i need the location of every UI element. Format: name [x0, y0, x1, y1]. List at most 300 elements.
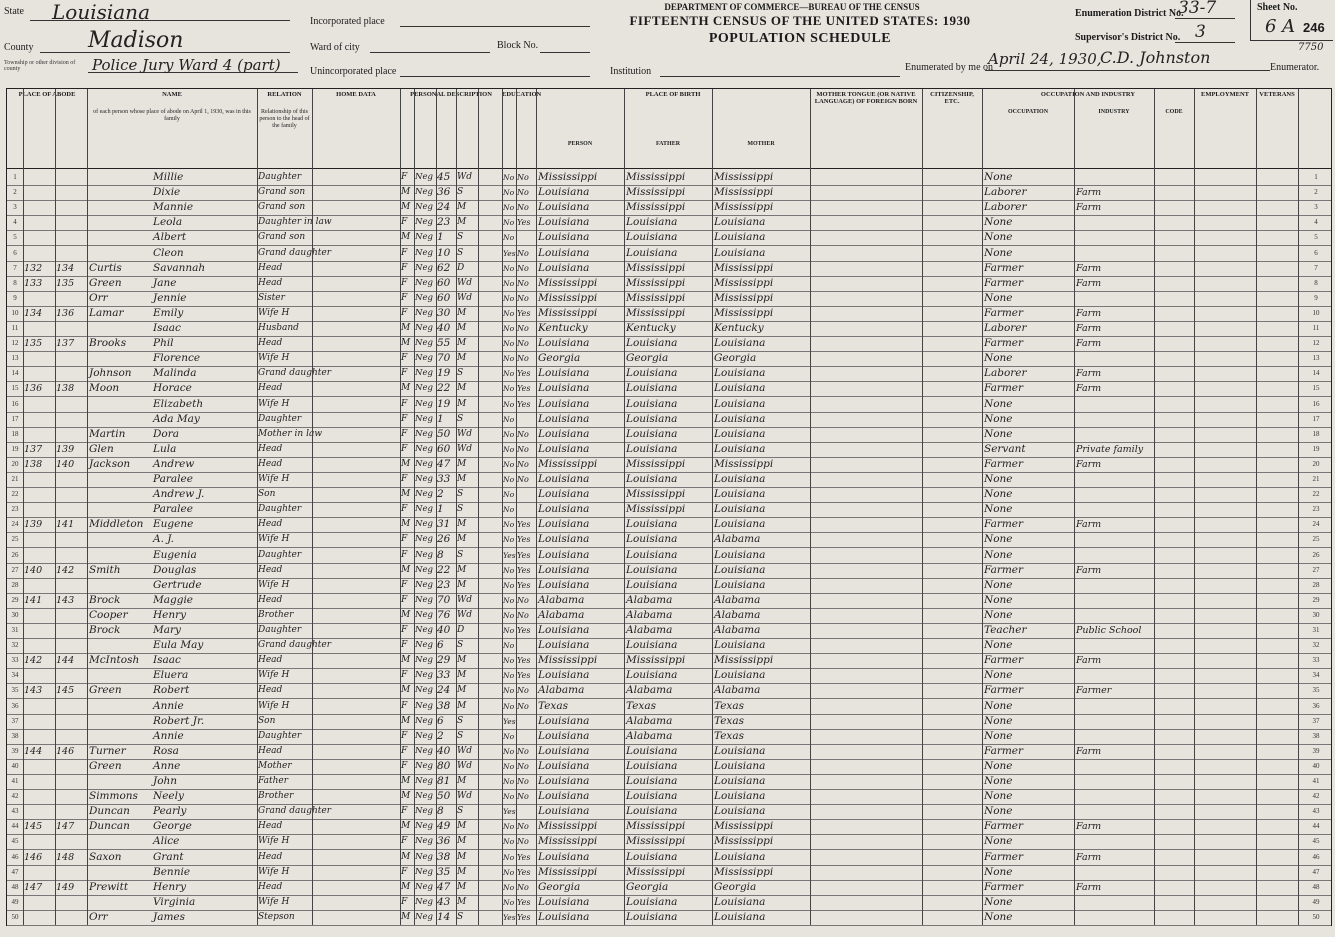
cell-mbp: Louisiana: [714, 427, 766, 440]
cell-n: 37: [11, 716, 19, 725]
cell-read: No: [517, 459, 529, 469]
cell-att: No: [503, 399, 515, 409]
column-divider: [1154, 89, 1155, 925]
cell-dw: [24, 789, 54, 804]
cell-fam: 135: [56, 277, 75, 289]
cell-ms: Wd: [457, 745, 473, 756]
table-row: [7, 834, 1331, 849]
cell-ind: [1076, 638, 1154, 653]
cell-surname: Curtis: [89, 261, 122, 274]
cell-surname: Green: [89, 759, 122, 772]
cell-read: Yes: [517, 852, 531, 862]
cell-rel: Mother in law: [258, 428, 323, 439]
table-row: [7, 819, 1331, 834]
cell-n: 6: [13, 248, 17, 257]
cell-mbp: Louisiana: [714, 639, 766, 652]
cell-race: Neg: [415, 504, 433, 515]
cell-ms: M: [457, 776, 467, 786]
cell-surname: Middleton: [89, 518, 144, 531]
table-row: [7, 789, 1331, 804]
cell-dw: [24, 291, 54, 306]
cell-att: Yes: [503, 550, 516, 560]
cell-bp: Mississippi: [538, 171, 598, 183]
cell-n: 18: [11, 429, 19, 438]
cell-read: Yes: [517, 565, 531, 575]
cell-age: 2: [437, 488, 444, 501]
cell-dw: [24, 834, 54, 849]
cell-bp: Louisiana: [538, 548, 590, 561]
cell-sex: F: [401, 866, 408, 877]
cell-rel: Daughter: [258, 625, 302, 635]
cell-mbp: Louisiana: [714, 910, 766, 923]
cell-race: Neg: [415, 428, 433, 439]
cell-ind: Farm: [1076, 655, 1102, 667]
cell-fbp: Mississippi: [626, 276, 686, 289]
cell-fbp: Louisiana: [626, 473, 678, 485]
cell-surname: [89, 170, 151, 185]
cell-race: Neg: [415, 700, 433, 711]
cell-n: 47: [11, 867, 19, 876]
cell-rel: Wife H: [258, 896, 290, 907]
cell-fam: [56, 532, 86, 547]
cell-n: 42: [1312, 792, 1320, 801]
cell-bp: Louisiana: [538, 563, 590, 576]
cell-read: No: [517, 595, 529, 605]
cell-ms: S: [457, 187, 464, 198]
cell-ms: Wd: [457, 791, 473, 802]
cell-read: Yes: [517, 520, 531, 530]
cell-n: 10: [1312, 308, 1320, 317]
cell-surname: [89, 200, 151, 215]
cell-occ: None: [984, 352, 1013, 365]
table-row: [7, 472, 1331, 487]
cell-n: 25: [11, 535, 19, 544]
cell-ms: M: [457, 217, 467, 228]
cell-mbp: Louisiana: [714, 850, 766, 863]
cell-sex: F: [401, 579, 408, 590]
cell-read: No: [517, 203, 529, 213]
column-divider: [23, 89, 24, 925]
cell-rel: Head: [258, 851, 283, 862]
cell-dw: 133: [24, 277, 43, 289]
cell-occ: None: [984, 231, 1013, 244]
cell-sex: M: [401, 911, 411, 922]
cell-n: 28: [1312, 580, 1320, 589]
census-table: [6, 88, 1332, 926]
cell-age: 55: [437, 337, 451, 350]
cell-occ: None: [984, 865, 1013, 878]
cell-sex: F: [401, 443, 408, 454]
cell-n: 25: [1312, 535, 1320, 544]
cell-given: Virginia: [153, 895, 196, 908]
cell-race: Neg: [415, 625, 433, 635]
cell-n: 35: [1312, 686, 1320, 695]
cell-given: Alice: [153, 835, 180, 848]
cell-ms: M: [457, 881, 467, 892]
cell-n: 44: [11, 822, 19, 831]
column-headers: [7, 89, 1331, 169]
cell-n: 5: [1314, 233, 1318, 242]
cell-att: No: [503, 656, 515, 666]
cell-fbp: Georgia: [626, 352, 669, 365]
cell-mbp: Alabama: [714, 624, 761, 636]
cell-n: 42: [11, 792, 19, 801]
cell-occ: Farmer: [984, 457, 1024, 470]
cell-dw: [24, 215, 54, 230]
cell-att: No: [503, 822, 515, 832]
cell-ms: M: [457, 202, 467, 213]
cell-occ: Laborer: [984, 186, 1027, 199]
cell-mbp: Kentucky: [714, 322, 764, 334]
column-group-heading: CITIZENSHIP, ETC.: [930, 91, 974, 105]
cell-ind: [1076, 578, 1154, 593]
cell-att: No: [503, 610, 515, 620]
cell-sex: M: [401, 685, 411, 696]
cell-rel: Head: [258, 685, 283, 696]
cell-race: Neg: [415, 368, 433, 379]
cell-fam: 144: [56, 655, 75, 667]
cell-fam: [56, 548, 86, 563]
cell-ind: [1076, 774, 1154, 789]
cell-read: No: [517, 686, 529, 696]
cell-fbp: Louisiana: [626, 533, 678, 546]
cell-mbp: Texas: [714, 699, 744, 712]
cell-ms: D: [457, 625, 465, 635]
cell-bp: Louisiana: [538, 533, 590, 546]
cell-att: No: [503, 263, 515, 273]
cell-race: Neg: [415, 277, 433, 288]
cell-age: 22: [437, 382, 451, 395]
cell-mbp: Louisiana: [714, 337, 766, 350]
cell-rel: Wife H: [258, 700, 290, 711]
cell-fbp: Louisiana: [626, 895, 678, 908]
cell-n: 3: [13, 203, 17, 212]
cell-given: Eluera: [153, 669, 189, 682]
footer-strip: [6, 927, 1332, 937]
cell-ms: M: [457, 866, 467, 877]
cell-fam: [56, 578, 86, 593]
cell-race: Neg: [415, 519, 433, 530]
cell-bp: Louisiana: [538, 714, 590, 727]
cell-race: Neg: [415, 594, 433, 605]
cell-race: Neg: [415, 745, 433, 756]
cell-occ: Farmer: [984, 382, 1024, 395]
cell-bp: Louisiana: [538, 669, 590, 682]
cell-fbp: Louisiana: [626, 775, 678, 787]
table-row: [7, 170, 1331, 185]
cell-surname: [89, 351, 151, 366]
cell-n: 8: [13, 278, 17, 287]
cell-surname: [89, 638, 151, 653]
cell-n: 50: [11, 912, 19, 921]
cell-att: No: [503, 490, 515, 500]
cell-fam: [56, 351, 86, 366]
cell-n: 39: [1312, 746, 1320, 755]
enumerator-label: Enumerator.: [1270, 62, 1320, 73]
cell-mbp: Louisiana: [714, 563, 766, 576]
cell-bp: Louisiana: [538, 895, 590, 908]
cell-occ: None: [984, 669, 1013, 682]
cell-n: 35: [11, 686, 19, 695]
cell-sex: F: [401, 730, 408, 741]
cell-ms: Wd: [457, 594, 473, 605]
cell-given: Dora: [153, 427, 180, 440]
cell-rel: Grand daughter: [258, 806, 332, 817]
cell-mbp: Mississippi: [714, 306, 774, 319]
cell-fam: [56, 487, 86, 502]
township-value: Police Jury Ward 4 (part): [92, 56, 281, 74]
cell-fbp: Mississippi: [626, 503, 686, 516]
cell-bp: Louisiana: [538, 790, 590, 803]
cell-bp: Louisiana: [538, 261, 590, 274]
cell-fbp: Louisiana: [626, 669, 678, 682]
cell-ind: Farmer: [1076, 685, 1112, 697]
cell-age: 38: [437, 699, 451, 712]
cell-rel: Daughter in law: [258, 217, 332, 228]
cell-fbp: Louisiana: [626, 382, 678, 395]
cell-dw: 141: [24, 594, 43, 606]
cell-att: No: [503, 278, 515, 288]
cell-ms: S: [457, 413, 464, 424]
column-divider: [922, 89, 923, 925]
cell-mbp: Mississippi: [714, 865, 774, 878]
cell-n: 13: [11, 354, 19, 363]
cell-n: 41: [1312, 777, 1320, 785]
cell-race: Neg: [415, 262, 433, 273]
cell-mbp: Mississippi: [714, 835, 774, 848]
cell-fbp: Alabama: [626, 593, 673, 606]
cell-bp: Mississippi: [538, 835, 598, 848]
cell-dw: [24, 230, 54, 245]
cell-rel: Head: [258, 594, 283, 605]
cell-given: Rosa: [153, 744, 179, 757]
table-row: [7, 563, 1331, 578]
cell-sex: M: [401, 323, 411, 333]
cell-rel: Brother: [258, 791, 294, 802]
cell-bp: Mississippi: [538, 865, 598, 878]
column-group-heading: VETERANS: [1259, 91, 1295, 98]
table-row: [7, 502, 1331, 517]
cell-read: No: [517, 278, 529, 288]
table-row: [7, 910, 1331, 925]
cell-given: Neely: [153, 790, 184, 803]
cell-surname: Glen: [89, 442, 114, 455]
cell-surname: Brooks: [89, 337, 127, 350]
cell-ind: [1076, 865, 1154, 880]
cell-surname: Orr: [89, 291, 108, 304]
cell-read: Yes: [517, 550, 531, 560]
cell-occ: None: [984, 759, 1013, 772]
cell-read: No: [517, 263, 529, 273]
column-heading-pob-person: PERSON: [567, 141, 593, 147]
cell-ind: [1076, 789, 1154, 804]
cell-sex: F: [401, 806, 408, 817]
cell-n: 49: [11, 897, 19, 906]
cell-dw: [24, 246, 54, 261]
cell-fbp: Mississippi: [626, 457, 686, 470]
cell-occ: None: [984, 578, 1013, 591]
cell-dw: [24, 895, 54, 910]
cell-ms: M: [457, 700, 467, 711]
cell-race: Neg: [415, 806, 433, 817]
cell-age: 6: [437, 714, 444, 727]
cell-read: No: [517, 777, 529, 786]
cell-fam: [56, 895, 86, 910]
cell-dw: [24, 729, 54, 744]
cell-att: No: [503, 852, 515, 862]
cell-read: No: [517, 173, 529, 182]
cell-bp: Kentucky: [538, 322, 588, 334]
corner-number: 7750: [1298, 42, 1324, 53]
cell-occ: None: [984, 790, 1013, 803]
cell-age: 80: [437, 759, 451, 772]
cell-n: 18: [1312, 429, 1320, 438]
cell-age: 10: [437, 246, 451, 259]
cell-age: 70: [437, 352, 451, 365]
cell-ms: D: [457, 262, 465, 273]
block-label: Block No.: [497, 40, 539, 51]
cell-occ: None: [984, 503, 1013, 516]
cell-rel: Daughter: [258, 504, 302, 515]
cell-n: 29: [11, 595, 19, 604]
cell-sex: F: [401, 353, 408, 364]
cell-given: Cleon: [153, 246, 184, 259]
cell-fam: [56, 714, 86, 729]
cell-age: 8: [437, 548, 444, 561]
cell-sex: F: [401, 368, 408, 379]
cell-read: No: [517, 822, 529, 832]
cell-mbp: Louisiana: [714, 518, 766, 531]
cell-fam: [56, 321, 86, 336]
cell-n: 15: [1312, 384, 1320, 393]
cell-ms: M: [457, 338, 467, 349]
cell-n: 16: [1312, 399, 1320, 408]
cell-n: 39: [11, 746, 19, 755]
cell-occ: None: [984, 397, 1013, 410]
cell-fbp: Mississippi: [626, 291, 686, 304]
cell-n: 46: [1312, 852, 1320, 861]
cell-bp: Texas: [538, 699, 568, 712]
cell-given: Elizabeth: [153, 397, 204, 410]
cell-given: Anne: [153, 759, 181, 772]
cell-given: Eugenia: [153, 548, 197, 561]
table-row: [7, 578, 1331, 593]
cell-ind: Public School: [1076, 625, 1142, 636]
incorporated-label: Incorporated place: [310, 16, 385, 27]
table-row: [7, 638, 1331, 653]
cell-fam: [56, 200, 86, 215]
cell-mbp: Louisiana: [714, 578, 766, 591]
cell-n: 49: [1312, 897, 1320, 906]
cell-mbp: Louisiana: [714, 805, 766, 818]
column-heading-occupation: OCCUPATION: [1007, 109, 1049, 115]
cell-age: 23: [437, 578, 451, 591]
cell-ms: M: [457, 821, 467, 832]
cell-occ: Farmer: [984, 684, 1024, 697]
cell-fam: 146: [56, 745, 75, 757]
cell-sex: M: [401, 881, 411, 892]
cell-occ: None: [984, 714, 1013, 727]
column-divider: [400, 89, 401, 925]
cell-ind: [1076, 532, 1154, 547]
cell-att: No: [503, 218, 515, 228]
cell-age: 14: [437, 910, 451, 923]
cell-dw: [24, 668, 54, 683]
table-row: [7, 200, 1331, 215]
cell-age: 49: [437, 820, 451, 833]
cell-ms: S: [457, 247, 464, 258]
cell-age: 60: [437, 276, 451, 289]
cell-n: 24: [1312, 520, 1320, 529]
cell-fbp: Alabama: [626, 624, 673, 636]
table-row: [7, 291, 1331, 306]
cell-read: No: [517, 701, 529, 711]
cell-given: Phil: [153, 337, 174, 350]
cell-sex: M: [401, 338, 411, 349]
cell-fam: [56, 246, 86, 261]
cell-race: Neg: [415, 458, 433, 469]
table-row: [7, 487, 1331, 502]
cell-ms: Wd: [457, 172, 473, 182]
cell-rel: Stepson: [258, 911, 295, 922]
cell-surname: [89, 397, 151, 412]
cell-n: 24: [11, 520, 19, 529]
cell-race: Neg: [415, 881, 433, 892]
cell-att: No: [503, 746, 515, 756]
cell-age: 76: [437, 608, 451, 621]
cell-bp: Louisiana: [538, 337, 590, 350]
cell-fbp: Kentucky: [626, 322, 676, 334]
cell-n: 16: [11, 399, 19, 408]
cell-given: Henry: [153, 608, 187, 621]
column-group-heading: PLACE OF BIRTH: [645, 91, 701, 98]
cell-race: Neg: [415, 836, 433, 847]
cell-occ: None: [984, 427, 1013, 440]
table-row: [7, 306, 1331, 321]
cell-ind: [1076, 487, 1154, 502]
cell-age: 19: [437, 397, 451, 410]
cell-att: No: [503, 354, 515, 364]
cell-rel: Sister: [258, 292, 285, 303]
cell-race: Neg: [415, 202, 433, 213]
cell-age: 45: [437, 171, 451, 183]
cell-att: No: [503, 233, 515, 243]
table-row: [7, 185, 1331, 200]
cell-given: Andrew: [153, 457, 195, 470]
cell-rel: Wife H: [258, 866, 290, 877]
cell-ms: S: [457, 232, 464, 243]
cell-fam: [56, 789, 86, 804]
cell-age: 1: [437, 503, 444, 516]
cell-rel: Wife H: [258, 534, 290, 545]
cell-att: Yes: [503, 912, 516, 922]
cell-fbp: Mississippi: [626, 171, 686, 183]
cell-ms: M: [457, 307, 467, 318]
cell-n: 40: [1312, 761, 1320, 770]
cell-dw: [24, 351, 54, 366]
cell-ind: Farm: [1076, 458, 1102, 470]
cell-ind: [1076, 895, 1154, 910]
cell-occ: Laborer: [984, 322, 1027, 334]
cell-ms: Wd: [457, 277, 473, 288]
cell-occ: None: [984, 291, 1013, 304]
department-line: DEPARTMENT OF COMMERCE—BUREAU OF THE CENSUS: [664, 2, 920, 12]
cell-ind: [1076, 170, 1154, 185]
cell-ms: M: [457, 851, 467, 862]
cell-given: A. J.: [153, 533, 174, 546]
cell-mbp: Louisiana: [714, 503, 766, 516]
cell-n: 31: [11, 626, 19, 634]
